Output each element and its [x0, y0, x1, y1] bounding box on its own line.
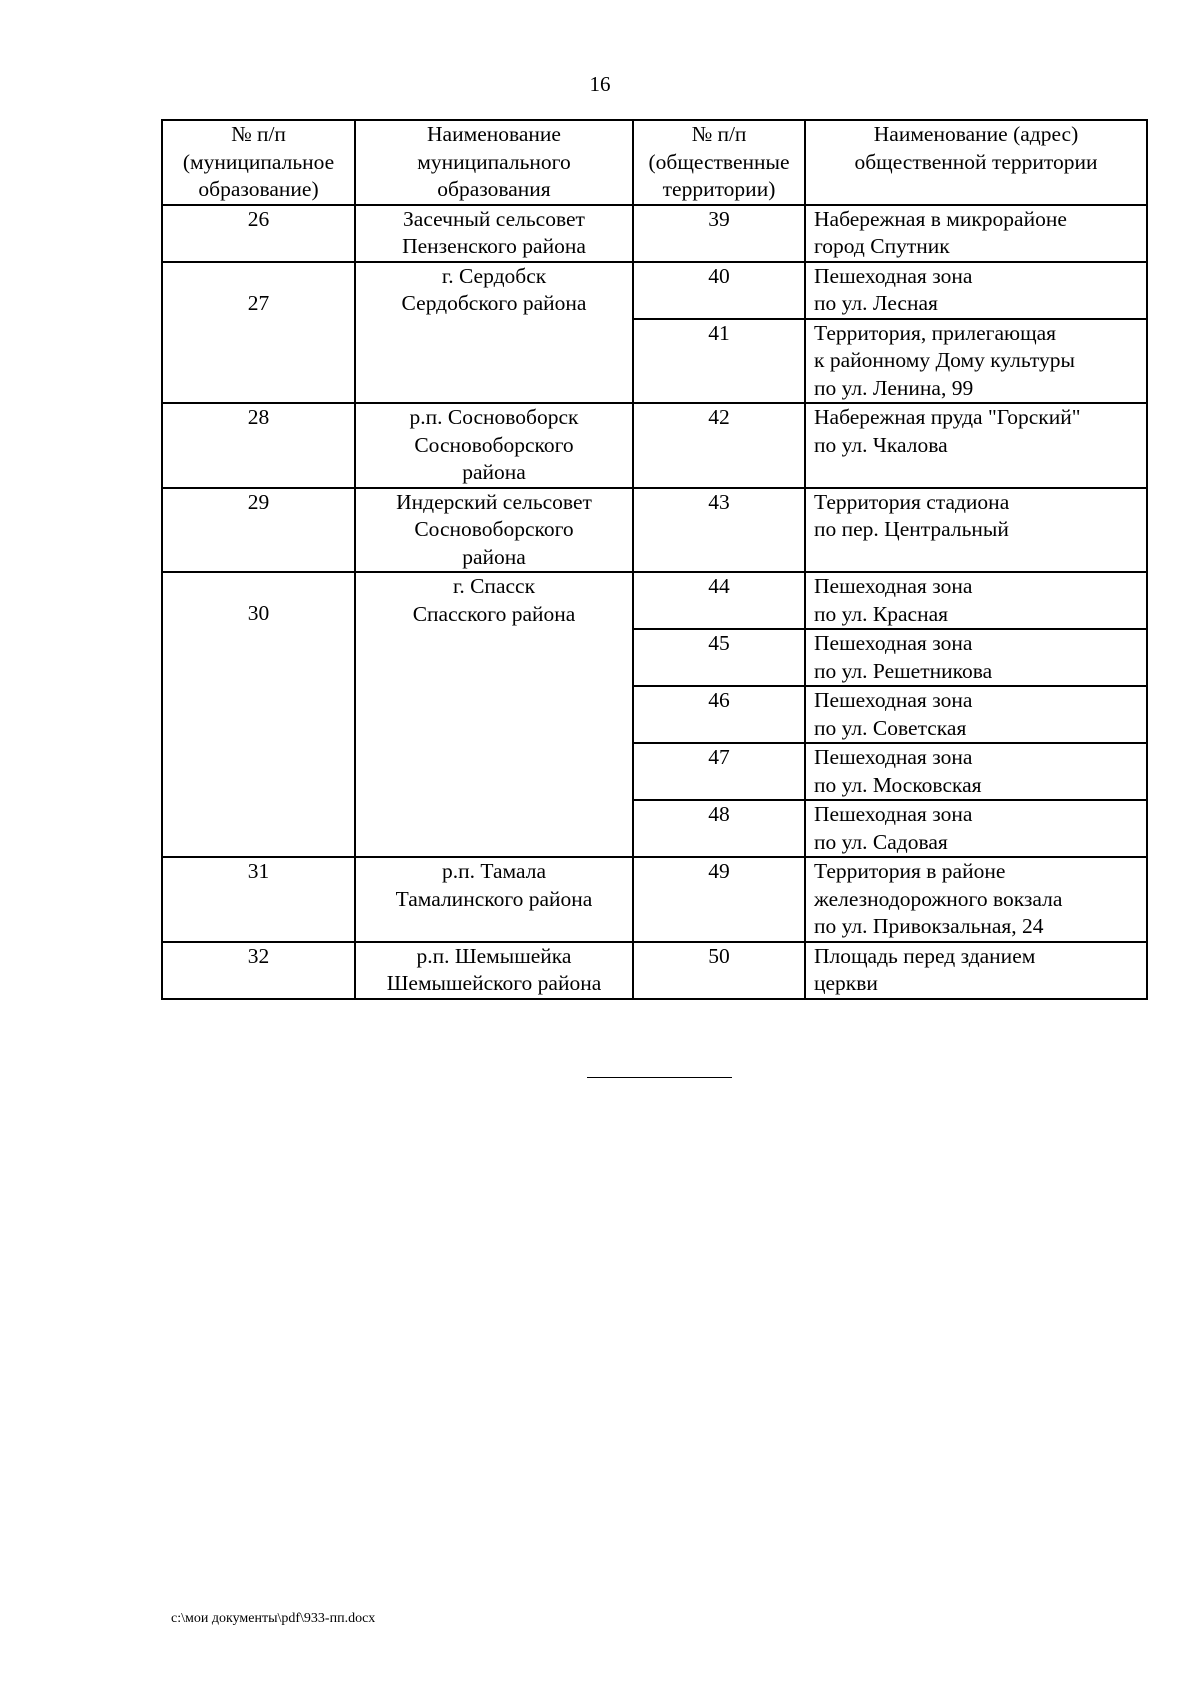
mo-name-cell: Засечный сельсовет Пензенского района: [355, 205, 633, 262]
mo-number-cell: 29: [162, 488, 355, 573]
mo-number-cell: 30: [162, 572, 355, 857]
table-row: [162, 403, 1147, 488]
territory-name-cell: Пешеходная зона по ул. Садовая: [805, 800, 1147, 857]
territory-name-cell: Пешеходная зона по ул. Московская: [805, 743, 1147, 800]
mo-name-cell: Индерский сельсовет Сосновоборского района: [355, 488, 633, 573]
mo-number-cell: 31: [162, 857, 355, 942]
territory-number-cell: 40: [633, 262, 805, 319]
footer-file-path: c:\мои документы\pdf\933-пп.docx: [171, 1611, 376, 1626]
territory-number-cell: 49: [633, 857, 805, 942]
territory-number-cell: 42: [633, 403, 805, 488]
end-divider: [587, 1077, 732, 1078]
table-row: [162, 488, 1147, 573]
territory-name-cell: Пешеходная зона по ул. Советская: [805, 686, 1147, 743]
mo-number-cell: 32: [162, 942, 355, 999]
territory-name-cell: Набережная пруда "Горский" по ул. Чкалова: [805, 403, 1147, 488]
mo-name-cell: г. Сердобск Сердобского района: [355, 262, 633, 404]
territory-number-cell: 45: [633, 629, 805, 686]
territory-name-cell: Пешеходная зона по ул. Лесная: [805, 262, 1147, 319]
territory-name-cell: Территория в районе железнодорожного вокзала по ул. Привокзальная, 24: [805, 857, 1147, 942]
page-number: 16: [589, 72, 611, 96]
territory-name-cell: Пешеходная зона по ул. Красная: [805, 572, 1147, 629]
table-row: [162, 572, 1147, 629]
territory-name-cell: Пешеходная зона по ул. Решетникова: [805, 629, 1147, 686]
territory-name-cell: Набережная в микрорайоне город Спутник: [805, 205, 1147, 262]
territory-number-cell: 44: [633, 572, 805, 629]
territory-number-cell: 47: [633, 743, 805, 800]
territory-number-cell: 50: [633, 942, 805, 999]
mo-number-cell: 28: [162, 403, 355, 488]
header-territory-name: Наименование (адрес) общественной территории: [805, 120, 1147, 205]
mo-name-cell: р.п. Сосновоборск Сосновоборского района: [355, 403, 633, 488]
table-header: [162, 120, 1147, 205]
header-mo-number: № п/п (муниципальное образование): [162, 120, 355, 205]
mo-name-cell: г. Спасск Спасского района: [355, 572, 633, 857]
territory-name-cell: Площадь перед зданием церкви: [805, 942, 1147, 999]
table-row: [162, 262, 1147, 319]
table-row: [162, 942, 1147, 999]
territories-table: [161, 119, 1148, 1000]
territory-number-cell: 48: [633, 800, 805, 857]
table-body: [162, 205, 1147, 999]
territory-number-cell: 41: [633, 319, 805, 404]
territory-number-cell: 43: [633, 488, 805, 573]
territory-name-cell: Территория, прилегающая к районному Дому культуры по ул. Ленина, 99: [805, 319, 1147, 404]
territory-name-cell: Территория стадиона по пер. Центральный: [805, 488, 1147, 573]
header-territory-number: № п/п (общественные территории): [633, 120, 805, 205]
table-row: [162, 857, 1147, 942]
mo-name-cell: р.п. Шемышейка Шемышейского района: [355, 942, 633, 999]
mo-number-cell: 27: [162, 262, 355, 404]
header-mo-name: Наименование муниципального образования: [355, 120, 633, 205]
header-row: [162, 120, 1147, 205]
table-row: [162, 205, 1147, 262]
territory-number-cell: 46: [633, 686, 805, 743]
territory-number-cell: 39: [633, 205, 805, 262]
mo-name-cell: р.п. Тамала Тамалинского района: [355, 857, 633, 942]
mo-number-cell: 26: [162, 205, 355, 262]
